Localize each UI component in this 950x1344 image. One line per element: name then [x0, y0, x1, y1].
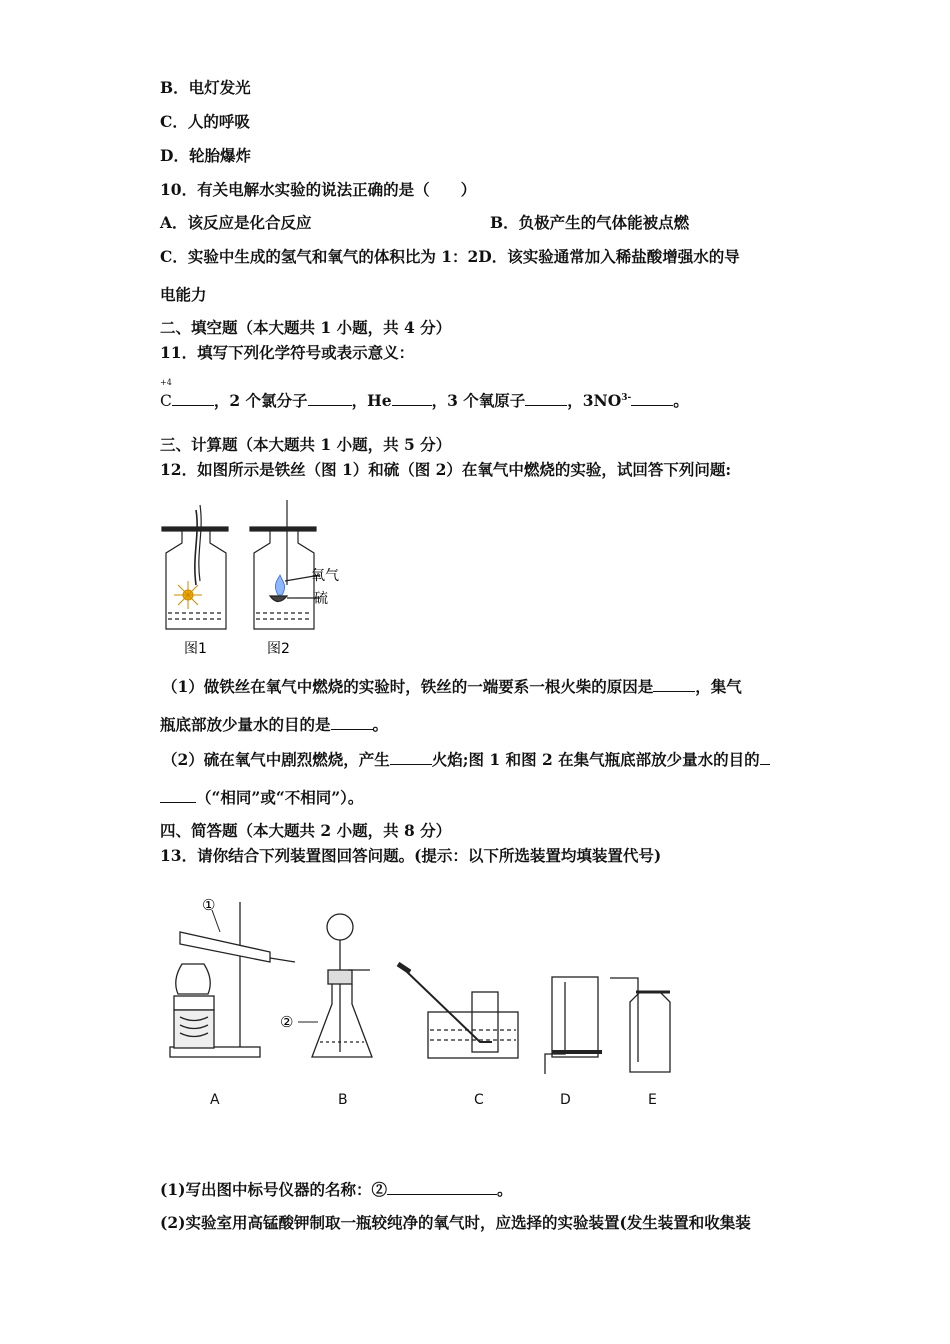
apparatus-a: [170, 902, 295, 1057]
q12-part2-line1: [162, 750, 770, 770]
carbon-valence: +4: [160, 378, 172, 387]
q13-p1-end: 。: [496, 1180, 513, 1199]
label-oxygen: 氧气: [311, 568, 339, 584]
apparatus-d: [545, 977, 602, 1074]
q12-part2-line2: [160, 788, 363, 808]
label-a: A: [210, 1092, 220, 1108]
blank-5[interactable]: [631, 391, 673, 406]
blank-q12-1[interactable]: [653, 677, 695, 692]
q11-text-4: ，3NO: [567, 391, 622, 411]
option-b: B．电灯发光: [160, 78, 251, 97]
bottle-1: [162, 505, 228, 629]
q13-part1: [160, 1180, 512, 1200]
q10-option-b: B．负极产生的气体能被点燃: [490, 213, 690, 232]
q13-stem: 13．请你结合下列装置图回答问题。(提示：以下所选装置均填装置代号): [160, 846, 662, 865]
q12-p1b: ，集气: [695, 677, 742, 696]
apparatus-c: [398, 964, 518, 1058]
apparatus-b: [312, 914, 372, 1057]
section-4-title: 四、简答题（本大题共 2 小题，共 8 分）: [160, 821, 452, 840]
sulfur-flame-icon: [275, 575, 284, 595]
q11-text-3: ，3 个氧原子: [431, 391, 526, 411]
label-sulfur: 硫: [314, 591, 328, 607]
q13-p1: (1)写出图中标号仪器的名称：②: [160, 1180, 387, 1199]
q12-part1-line1: [162, 677, 742, 697]
blank-1[interactable]: [172, 391, 214, 406]
fig1-caption: 图1: [184, 641, 207, 657]
blank-2[interactable]: [308, 391, 352, 406]
q13-part2: (2)实验室用高锰酸钾制取一瓶较纯净的氧气时，应选择的实验装置(发生装置和收集装: [160, 1213, 751, 1232]
q10-option-a: A．该反应是化合反应: [160, 213, 312, 232]
blank-3[interactable]: [392, 391, 432, 406]
marker-2: ②: [280, 1013, 294, 1031]
section-3-title: 三、计算题（本大题共 1 小题，共 5 分）: [160, 435, 452, 454]
q11-fill-line: [160, 388, 689, 411]
q12-p2b: 火焰;图 1 和图 2 在集气瓶底部放少量水的目的: [431, 750, 760, 769]
q12-p1a: （1）做铁丝在氧气中燃烧的实验时，铁丝的一端要系一根火柴的原因是: [162, 677, 654, 696]
apparatus-figure: [160, 892, 700, 1092]
q11-text-2: ，He: [351, 391, 392, 411]
nitrate-charge: 3-: [621, 393, 632, 403]
bottle-2: [250, 500, 320, 629]
q10-option-c: C．实验中生成的氢气和氧气的体积比为 1：2D．该实验通常加入稀盐酸增强水的导: [160, 247, 740, 266]
blank-q12-2[interactable]: [331, 715, 373, 730]
fig2-caption: 图2: [267, 641, 290, 657]
combustion-figure: [160, 495, 360, 665]
q12-p2c: （“相同”或“不相同”）。: [196, 788, 364, 807]
blank-q13-1[interactable]: [387, 1180, 497, 1195]
section-2-title: 二、填空题（本大题共 1 小题，共 4 分）: [160, 318, 452, 337]
q12-p1c: 瓶底部放少量水的目的是: [160, 715, 331, 734]
carbon-symbol: C: [160, 392, 172, 411]
label-e: E: [648, 1092, 657, 1108]
q11-end: 。: [673, 391, 689, 411]
blank-q12-4-start[interactable]: [760, 750, 770, 765]
option-d: D．轮胎爆炸: [160, 146, 251, 165]
option-c: C．人的呼吸: [160, 112, 250, 131]
label-c: C: [474, 1092, 484, 1108]
q10-stem: 10．有关电解水实验的说法正确的是（ ）: [160, 180, 477, 199]
iron-spark-icon: [174, 581, 202, 609]
q11-text-1: ，2 个氯分子: [213, 391, 308, 411]
blank-q12-3[interactable]: [390, 750, 432, 765]
label-d: D: [560, 1092, 571, 1108]
q11-stem: 11．填写下列化学符号或表示意义：: [160, 343, 415, 362]
label-b: B: [338, 1092, 348, 1108]
marker-1: ①: [202, 896, 216, 914]
q12-p2a: （2）硫在氧气中剧烈燃烧，产生: [162, 750, 390, 769]
q12-part1-line2: [160, 715, 388, 735]
q12-p1d: 。: [372, 715, 389, 734]
blank-q12-4-end[interactable]: [160, 788, 196, 803]
q12-stem: 12．如图所示是铁丝（图 1）和硫（图 2）在氧气中燃烧的实验，试回答下列问题:: [160, 460, 732, 479]
blank-4[interactable]: [525, 391, 567, 406]
q10-option-c-cont: 电能力: [160, 285, 207, 304]
apparatus-e: [610, 978, 670, 1072]
